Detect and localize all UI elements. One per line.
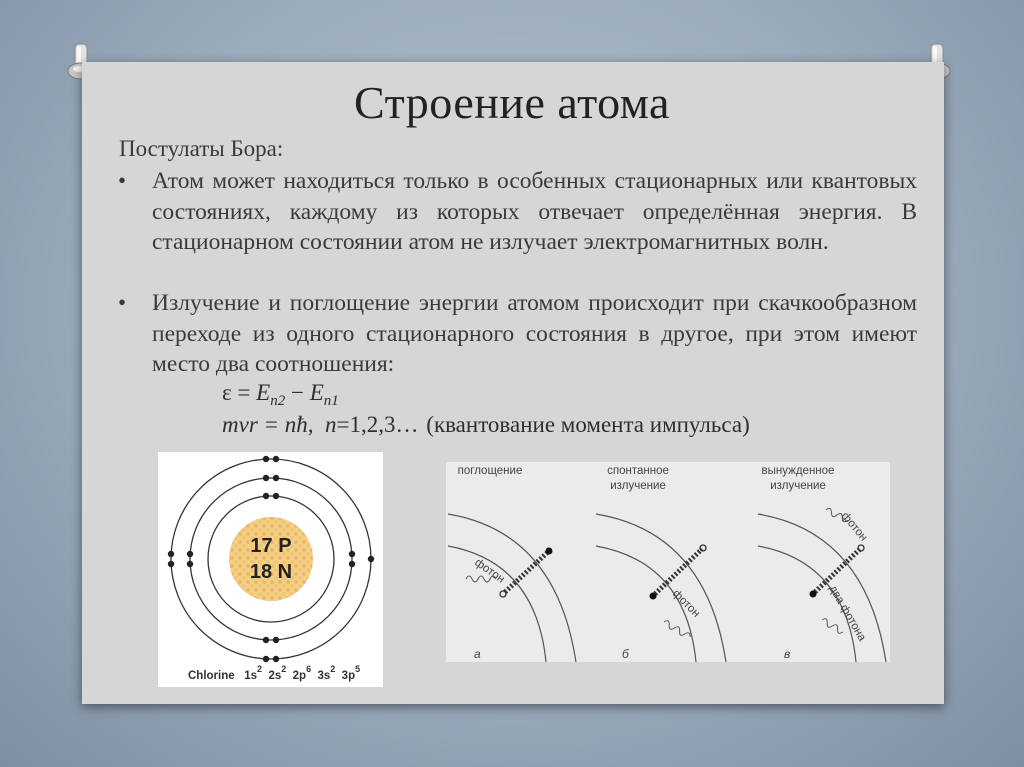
electron xyxy=(263,456,269,462)
electron xyxy=(263,475,269,481)
svg-text:фотон: фотон xyxy=(838,510,870,544)
svg-text:поглощение: поглощение xyxy=(457,465,523,477)
svg-text:фотон: фотон xyxy=(669,587,703,620)
electron xyxy=(263,637,269,643)
electron xyxy=(168,551,174,557)
svg-text:спонтанное: спонтанное xyxy=(607,465,669,477)
formula-momentum: mvr = nħ, n=1,2,3… (квантование момента импульса) xyxy=(222,412,750,437)
nucleus-neutrons: 18 N xyxy=(249,561,293,583)
nucleus-protons: 17 P xyxy=(250,535,292,557)
panel-stimulated xyxy=(758,465,886,662)
electron xyxy=(263,493,269,499)
electron xyxy=(368,556,374,562)
electron xyxy=(168,561,174,567)
electron xyxy=(273,456,279,462)
electron xyxy=(263,656,269,662)
bullet-text-2: Излучение и поглощение энергии атомом происходит при скачкообразном переходе из одного стационарного состояния в другое, при этом имеют место два соотношения: xyxy=(152,290,917,377)
svg-text:излучение: излучение xyxy=(770,480,826,492)
electron xyxy=(273,637,279,643)
svg-text:вынужденное: вынужденное xyxy=(761,465,835,477)
slide-title: Строение атома xyxy=(354,77,670,128)
electron xyxy=(349,561,355,567)
electron xyxy=(187,551,193,557)
atom-caption: Chlorine $1s^2$ $2s^2$ $2p^6$ $3s^2$ $3p^5$ xyxy=(188,664,361,682)
panel-absorption xyxy=(448,465,576,662)
panel-spontaneous xyxy=(596,465,726,662)
bullet-marker-1: • xyxy=(118,168,127,193)
subtitle: Постулаты Бора: xyxy=(119,136,284,161)
svg-text:излучение: излучение xyxy=(610,480,666,492)
svg-text:фотон: фотон xyxy=(472,556,507,586)
photon-transitions-diagram xyxy=(446,462,890,662)
electron xyxy=(273,656,279,662)
bullet-marker-2: • xyxy=(118,290,127,315)
electron xyxy=(273,475,279,481)
formula-energy: $\varepsilon = E_{n2} - E_{n1}$ xyxy=(222,380,339,409)
svg-text:в: в xyxy=(784,647,791,661)
electron xyxy=(349,551,355,557)
electron xyxy=(187,561,193,567)
bullet-text-1: Атом может находиться только в особенных стационарных или квантовых состояниях, каждому из которых отвечает определённая энергия. В стационарном состоянии атом не излучает электромагнитных волн. xyxy=(152,168,917,255)
svg-text:два фотона: два фотона xyxy=(826,583,868,644)
svg-text:б: б xyxy=(622,647,629,661)
svg-text:а: а xyxy=(474,647,481,661)
chlorine-atom-diagram xyxy=(158,452,383,687)
electron xyxy=(273,493,279,499)
